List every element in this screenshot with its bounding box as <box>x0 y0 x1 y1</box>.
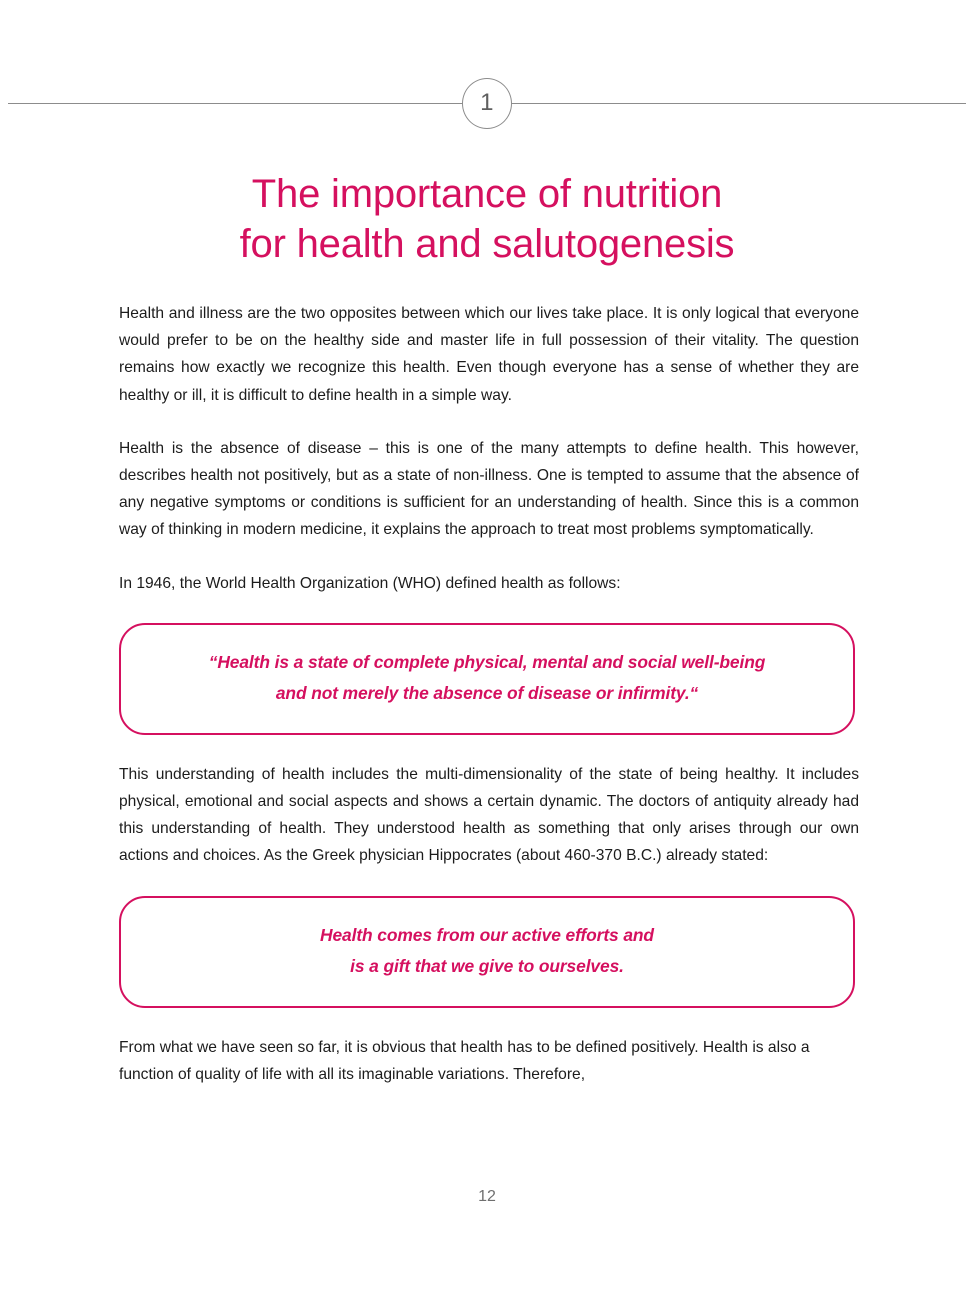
paragraph-3: In 1946, the World Health Organization (WHO) defined health as follows: <box>119 574 621 592</box>
paragraph-4: This understanding of health includes the multi-dimensionality of the state of being healthy. It includes physical, emotional and social aspects and shows a certain dynamic. The doctors of antiquity already had this understanding of health. They understood health as something that only arises through our own actions and choices. As the Greek physician Hippocrates (about 460-370 B.C.) already stated: <box>119 765 859 865</box>
paragraph-1: Health and illness are the two opposites between which our lives take place. It is only logical that everyone would prefer to be on the healthy side and master life in full possession of their vitality. The question remains how exactly we recognize this health. Even though everyone has a sense of whether they are healthy or ill, it is difficult to define health in a simple way. <box>119 305 859 404</box>
callout-who-definition-text <box>155 647 819 709</box>
body-content <box>119 300 859 1088</box>
page-title <box>0 169 974 269</box>
callout-hippocrates-quote-text <box>155 920 819 982</box>
paragraph-5: From what we have seen so far, it is obvious that health has to be defined positively. Health is also a function of quality of life with all its imaginable variations. Therefore, <box>119 1038 810 1083</box>
page-number-folio: 12 <box>478 1188 496 1205</box>
callout-line: and not merely the absence of disease or infirmity.“ <box>275 682 699 703</box>
paragraph-2: Health is the absence of disease – this is one of the many attempts to define health. This however, describes health not positively, but as a state of non-illness. One is tempted to assume that the absence of any negative symptoms or conditions is sufficient for an understanding of health. Since this is a common way of thinking in modern medicine, it explains the approach to treat most problems symptomatically. <box>119 439 859 539</box>
page-title-line-2: for health and salutogenesis <box>239 221 735 266</box>
chapter-number-badge <box>462 78 512 129</box>
callout-who-definition <box>119 623 855 735</box>
chapter-header <box>0 78 974 130</box>
callout-hippocrates-quote <box>119 896 855 1008</box>
page-title-line-1: The importance of nutrition <box>251 171 723 216</box>
callout-line: Health comes from our active efforts and <box>320 924 654 945</box>
callout-line: is a gift that we give to ourselves. <box>350 955 624 976</box>
chapter-number-label: 1 <box>480 88 494 116</box>
callout-line: “Health is a state of complete physical, mental and social well-being <box>208 651 766 672</box>
